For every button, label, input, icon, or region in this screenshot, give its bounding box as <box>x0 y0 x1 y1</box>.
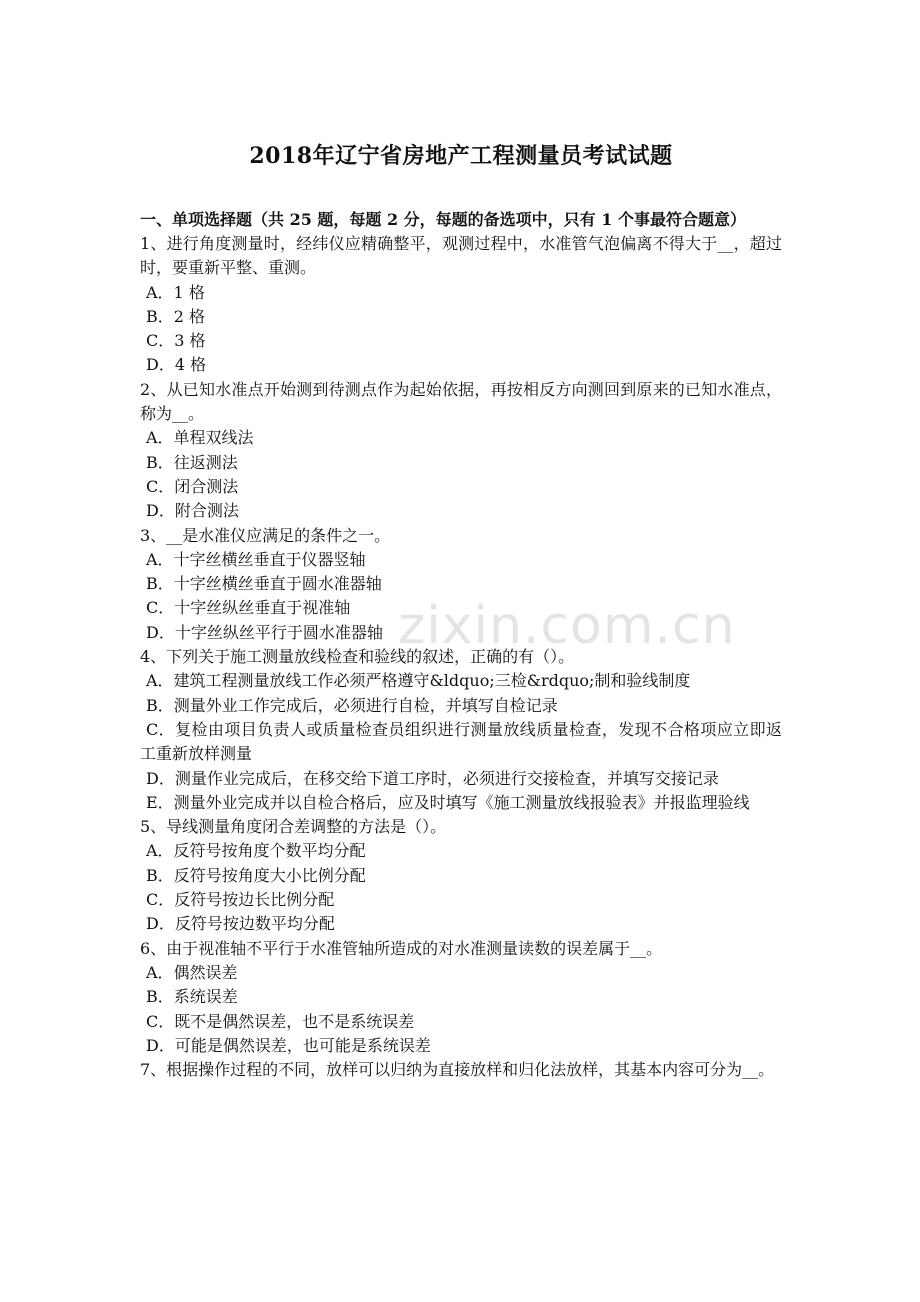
option-b: B．系统误差 <box>146 987 238 1007</box>
question-text: 3、__是水准仪应满足的条件之一。 <box>140 525 391 545</box>
section-heading: 一、单项选择题（共 25 题，每题 2 分，每题的备选项中，只有 1 个事最符合题意） <box>140 210 746 229</box>
question-2 <box>140 378 782 524</box>
question-6 <box>140 937 782 1058</box>
option-a: A．1 格 <box>146 282 205 302</box>
question-text: 6、由于视准轴不平行于水准管轴所造成的对水准测量读数的误差属于__。 <box>140 938 663 958</box>
option-d: D．附合测法 <box>146 501 239 521</box>
option-c: C．3 格 <box>146 331 206 351</box>
question-3 <box>140 524 782 645</box>
option-b: B．2 格 <box>146 306 206 326</box>
question-text: 4、下列关于施工测量放线检查和验线的叙述，正确的有（）。 <box>140 647 575 667</box>
option-b: B．测量外业工作完成后，必须进行自检，并填写自检记录 <box>146 695 558 715</box>
document-title: 2018年辽宁省房地产工程测量员考试试题 <box>249 143 673 169</box>
option-d: D．反符号按边数平均分配 <box>146 914 335 934</box>
option-a: A．单程双线法 <box>146 428 254 448</box>
document-page <box>140 140 782 1082</box>
option-a: A．反符号按角度个数平均分配 <box>146 841 366 861</box>
question-4 <box>140 645 782 815</box>
option-d: D．4 格 <box>146 355 207 375</box>
option-c: C．十字丝纵丝垂直于视准轴 <box>146 598 351 618</box>
option-a: A．十字丝横丝垂直于仪器竖轴 <box>146 549 366 569</box>
option-d: D．测量作业完成后，在移交给下道工序时，必须进行交接检查，并填写交接记录 <box>146 768 719 788</box>
question-text: 2、从已知水准点开始测到待测点作为起始依据，再按相反方向测回到原来的已知水准点，称为__。 <box>140 379 782 424</box>
option-b: B．往返测法 <box>146 452 238 472</box>
option-c: C．闭合测法 <box>146 476 239 496</box>
option-b: B．十字丝横丝垂直于圆水准器轴 <box>146 574 382 594</box>
option-d: D．十字丝纵丝平行于圆水准器轴 <box>146 622 383 642</box>
option-b: B．反符号按角度大小比例分配 <box>146 865 366 885</box>
option-c: C．反符号按边长比例分配 <box>146 890 335 910</box>
option-a: A．偶然误差 <box>146 962 238 982</box>
question-1 <box>140 232 782 378</box>
option-a: A．建筑工程测量放线工作必须严格遵守&ldquo;三检&rdquo;制和验线制度 <box>146 671 691 691</box>
watermark: zixin.com.cn <box>398 596 736 656</box>
option-c: C．复检由项目负责人或质量检查员组织进行测量放线质量检查，发现不合格项应立即返工重新放样测量 <box>140 719 782 764</box>
question-text: 5、导线测量角度闭合差调整的方法是（）。 <box>140 817 447 837</box>
option-d: D．可能是偶然误差，也可能是系统误差 <box>146 1035 431 1055</box>
question-text: 1、进行角度测量时，经纬仪应精确整平，观测过程中，水准管气泡偏离不得大于__，超过时，要重新平整、重测。 <box>140 234 782 278</box>
option-e: E．测量外业完成并以自检合格后，应及时填写《施工测量放线报验表》并报监理验线 <box>146 792 750 812</box>
question-text: 7、根据操作过程的不同，放样可以归纳为直接放样和归化法放样，其基本内容可分为__。 <box>140 1060 775 1080</box>
question-7 <box>140 1058 782 1082</box>
question-5 <box>140 815 782 936</box>
option-c: C．既不是偶然误差，也不是系统误差 <box>146 1011 415 1031</box>
